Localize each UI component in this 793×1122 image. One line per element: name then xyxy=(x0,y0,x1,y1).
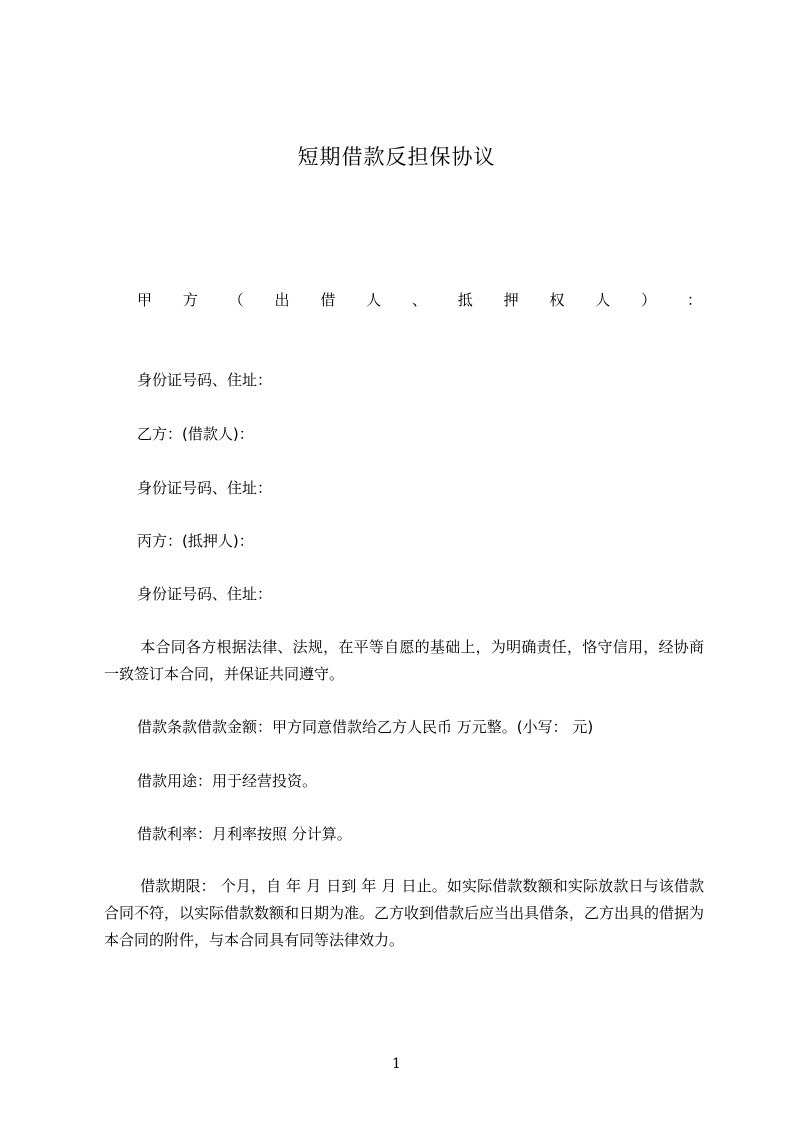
party-a-char: 甲 xyxy=(137,291,153,309)
loan-interest-clause: 借款利率：月利率按照 分计算。 xyxy=(137,825,352,843)
loan-term-paragraph-text: 借款期限： 个月，自 年 月 日到 年 月 日止。如实际借款数额和实际放款日与该借款合同不符，以实际借款数额和日期为准。乙方收到借款后应当出具借条，乙方出具的借据为本合同的附件，与本合同具有同等法律效力。 xyxy=(104,877,705,949)
party-a-char: ： xyxy=(686,291,702,309)
party-a-line xyxy=(137,290,702,310)
loan-purpose-clause: 借款用途：用于经营投资。 xyxy=(137,772,318,790)
party-a-char: 、 xyxy=(411,291,427,309)
party-a-char: 借 xyxy=(320,291,336,309)
party-a-char: ） xyxy=(641,291,657,309)
party-a-char: 权 xyxy=(549,291,565,309)
loan-term-paragraph xyxy=(104,873,704,954)
party-a-char: 人 xyxy=(366,291,382,309)
party-a-id-address-label: 身份证号码、住址： xyxy=(137,371,273,389)
party-b-id-address-label: 身份证号码、住址： xyxy=(137,479,273,497)
loan-amount-clause: 借款条款借款金额：甲方同意借款给乙方人民币 万元整。(小写： 元) xyxy=(137,718,594,736)
party-c-id-address-label: 身份证号码、住址： xyxy=(137,585,273,603)
party-a-char: 人 xyxy=(595,291,611,309)
document-title: 短期借款反担保协议 xyxy=(297,145,496,169)
party-a-char: （ xyxy=(228,291,244,309)
page-number: 1 xyxy=(392,1056,401,1072)
party-a-char: 抵 xyxy=(457,291,473,309)
intro-paragraph-text: 本合同各方根据法律、法规，在平等自愿的基础上，为明确责任，恪守信用，经协商一致签订本合同，并保证共同遵守。 xyxy=(104,638,704,683)
party-a-char: 方 xyxy=(182,291,198,309)
party-b-label: 乙方：(借款人)： xyxy=(137,425,254,443)
intro-paragraph xyxy=(104,634,704,688)
party-a-char: 押 xyxy=(503,291,519,309)
party-a-char: 出 xyxy=(274,291,290,309)
party-c-label: 丙方：(抵押人)： xyxy=(137,532,254,550)
